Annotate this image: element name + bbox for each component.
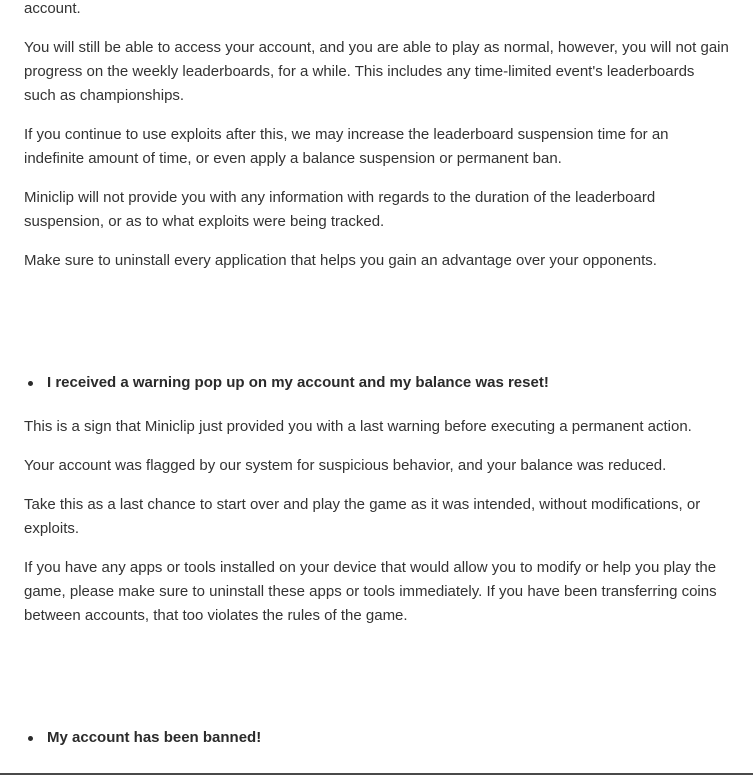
intro-fragment: account.	[24, 0, 81, 17]
leaderboard-paragraph-uninstall: Make sure to uninstall every application that helps you gain an advantage over your opponents.	[24, 252, 657, 269]
warning-paragraph-last-warning: This is a sign that Miniclip just provided you with a last warning before executing a permanent action.	[24, 418, 692, 435]
warning-paragraph-last-chance: Take this as a last chance to start over and play the game as it was intended, without modifications, or exploits.	[24, 496, 701, 537]
warning-paragraph-uninstall-tools: If you have any apps or tools installed on your device that would allow you to modify or help you play the game, please make sure to uninstall these apps or tools immediately. If you have been transferring coins between accounts, that too violates the rules of the game.	[24, 559, 717, 624]
article-body	[24, 0, 729, 750]
warning-section-heading	[24, 371, 729, 395]
leaderboard-paragraph-exploits: If you continue to use exploits after this, we may increase the leaderboard suspension time for an indefinite amount of time, or even apply a balance suspension or permanent ban.	[24, 126, 669, 167]
warning-paragraph-flagged: Your account was flagged by our system for suspicious behavior, and your balance was reduced.	[24, 457, 667, 474]
banned-section-heading	[24, 726, 729, 750]
warning-heading-text: I received a warning pop up on my account and my balance was reset!	[47, 374, 549, 391]
banned-heading-text: My account has been banned!	[47, 729, 262, 746]
bullet-icon	[28, 381, 33, 386]
leaderboard-paragraph-access: You will still be able to access your account, and you are able to play as normal, however, you will not gain progress on the weekly leaderboards, for a while. This includes any time-limited event's leaderboards such as championships.	[24, 39, 729, 104]
bullet-icon	[28, 736, 33, 741]
leaderboard-paragraph-duration: Miniclip will not provide you with any information with regards to the duration of the leaderboard suspension, or as to what exploits were being tracked.	[24, 189, 656, 230]
